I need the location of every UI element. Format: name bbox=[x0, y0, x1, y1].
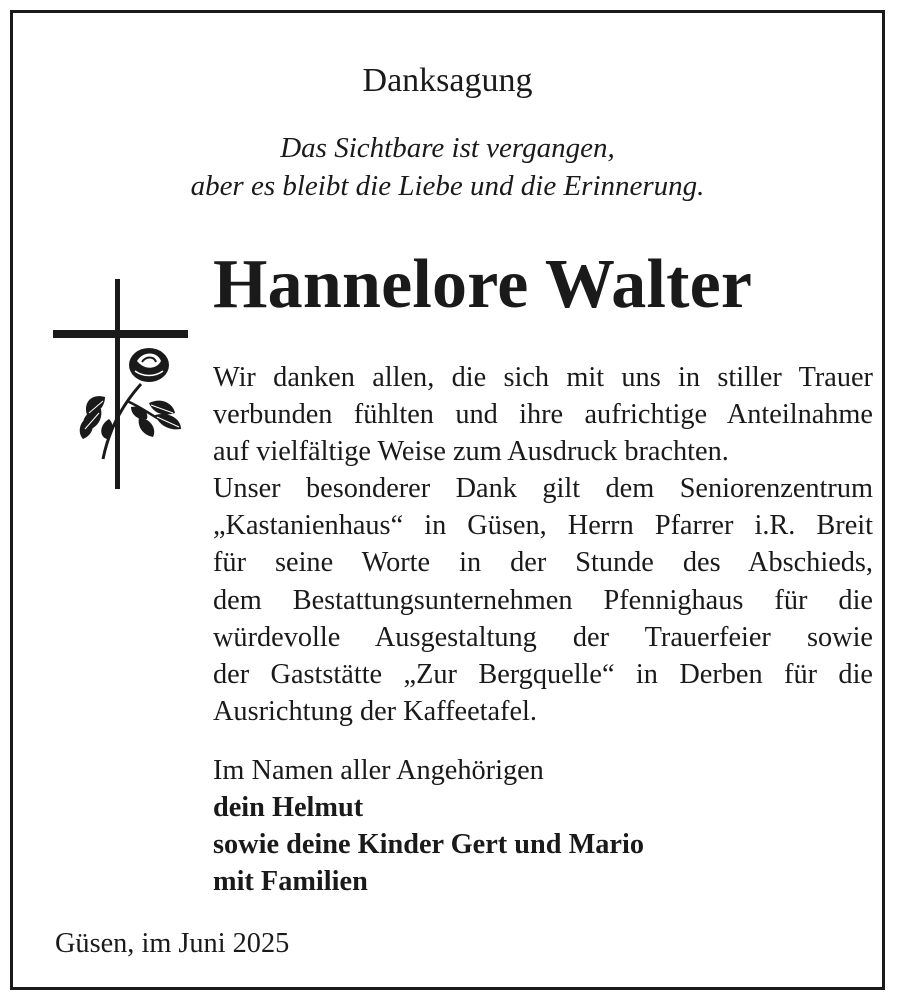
notice-heading: Danksagung bbox=[362, 62, 533, 99]
memorial-quote bbox=[13, 129, 882, 205]
text-line: Ausrichtung der Kaffeetafel. bbox=[213, 695, 537, 727]
text-line: auf vielfältige Weise zum Ausdruck brachten. bbox=[213, 436, 729, 468]
text-line: verbunden fühlten und ihre aufrichtige Anteilnahme bbox=[213, 399, 873, 431]
signature-block bbox=[213, 752, 644, 900]
signature-intro: Im Namen aller Angehörigen bbox=[213, 755, 544, 786]
quote-line: Das Sichtbare ist vergangen, bbox=[280, 132, 615, 164]
notice-frame bbox=[10, 10, 885, 990]
text-line: für seine Worte in der Stunde des Abschieds, bbox=[213, 547, 873, 579]
text-line: Unser besonderer Dank gilt dem Seniorenzentrum bbox=[213, 473, 873, 505]
signature-name: dein Helmut bbox=[213, 792, 364, 824]
thank-you-text bbox=[213, 359, 873, 730]
text-line: würdevolle Ausgestaltung der Trauerfeier sowie bbox=[213, 621, 873, 653]
text-line: Wir danken allen, die sich mit uns in stiller Trauer bbox=[213, 362, 873, 393]
cross-with-rose-icon bbox=[53, 279, 193, 491]
quote-line: aber es bleibt die Liebe und die Erinnerung. bbox=[190, 170, 705, 202]
signature-name: mit Familien bbox=[213, 866, 368, 898]
text-line: der Gaststätte „Zur Bergquelle“ in Derben für die bbox=[213, 658, 873, 690]
signature-name: sowie deine Kinder Gert und Mario bbox=[213, 829, 644, 861]
text-line: dem Bestattungsunternehmen Pfennighaus für die bbox=[213, 584, 873, 616]
deceased-name: Hannelore Walter bbox=[213, 246, 753, 323]
text-line: „Kastanienhaus“ in Güsen, Herrn Pfarrer i.R. Breit bbox=[213, 510, 873, 542]
place-and-date: Güsen, im Juni 2025 bbox=[55, 928, 290, 959]
